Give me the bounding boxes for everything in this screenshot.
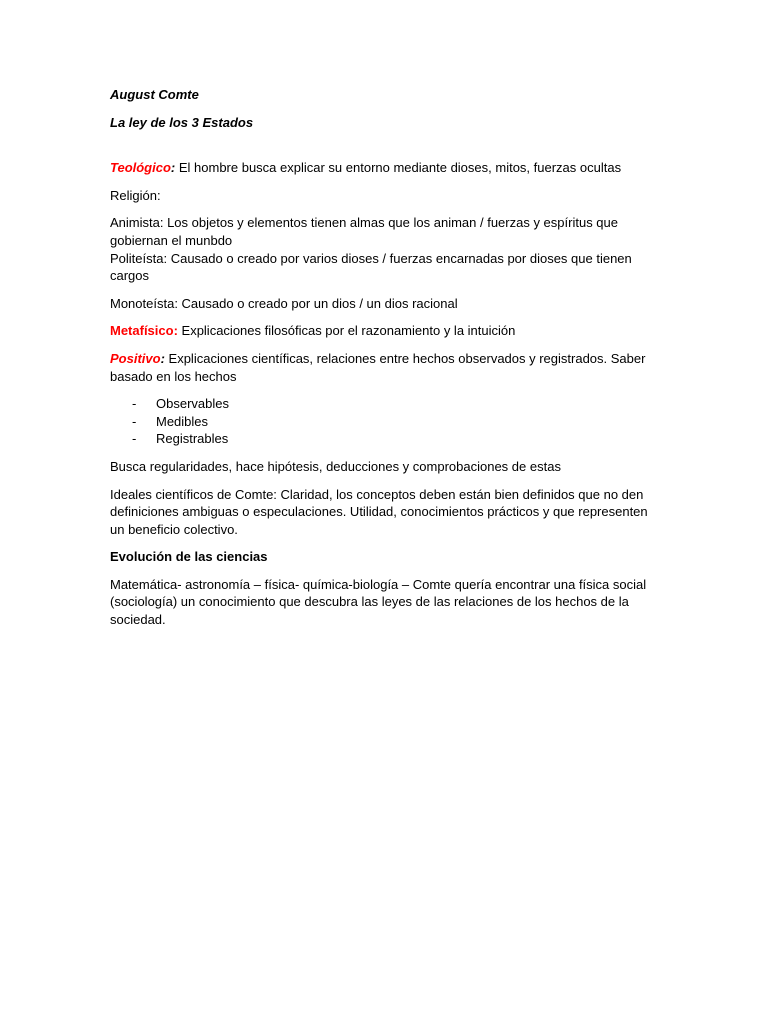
monoteista-paragraph: Monoteísta: Causado o creado por un dios / un dios racional	[110, 295, 458, 311]
author-title: August Comte	[110, 87, 199, 102]
positivo-text: Explicaciones científicas, relaciones entre hechos observados y registrados. Saber basado en los hechos	[110, 350, 646, 384]
positivo-list	[110, 395, 658, 448]
religion-line: Religión:	[110, 187, 161, 203]
teologico-paragraph	[110, 159, 658, 177]
metafisico-paragraph	[110, 322, 658, 340]
positivo-colon: :	[160, 350, 165, 366]
list-dash: -	[132, 413, 137, 429]
teologico-label: Teológico	[110, 160, 171, 176]
list-item-label: Medibles	[156, 413, 209, 429]
list-dash: -	[132, 431, 137, 447]
list-item-label: Observables	[156, 396, 229, 412]
subtitle: La ley de los 3 Estados	[110, 114, 254, 130]
ideales-paragraph: Ideales científicos de Comte: Claridad, los conceptos deben están bien definidos que no den definiciones ambiguas o especulaciones. Utilidad, conocimientos prácticos y que representen un beneficio colectivo.	[110, 486, 648, 537]
evolucion-heading: Evolución de las ciencias	[110, 549, 268, 565]
politeista-paragraph: Politeísta: Causado o creado por varios dioses / fuerzas encarnadas por dioses que tienen cargos	[110, 250, 632, 284]
metafisico-text: Explicaciones filosóficas por el razonamiento y la intuición	[177, 323, 516, 339]
positivo-label: Positivo	[110, 350, 161, 366]
list-item-label: Registrables	[156, 431, 229, 447]
metafisico-label: Metafísico:	[110, 323, 178, 339]
list-dash: -	[132, 396, 137, 412]
list-item	[110, 413, 658, 431]
busca-paragraph: Busca regularidades, hace hipótesis, deducciones y comprobaciones de estas	[110, 458, 561, 474]
teologico-colon: :	[170, 160, 176, 176]
positivo-paragraph	[110, 350, 658, 385]
teologico-text: El hombre busca explicar su entorno mediante dioses, mitos, fuerzas ocultas	[175, 160, 622, 176]
evolucion-paragraph: Matemática- astronomía – física- química-biología – Comte quería encontrar una física social (sociología) un conocimiento que descubra las leyes de las relaciones de los hechos de la sociedad.	[110, 576, 647, 628]
list-item	[110, 430, 658, 448]
list-item	[110, 395, 658, 413]
animista-paragraph: Animista: Los objetos y elementos tienen almas que los animan / fuerzas y espíritus que gobiernan el munbdo	[110, 215, 618, 248]
